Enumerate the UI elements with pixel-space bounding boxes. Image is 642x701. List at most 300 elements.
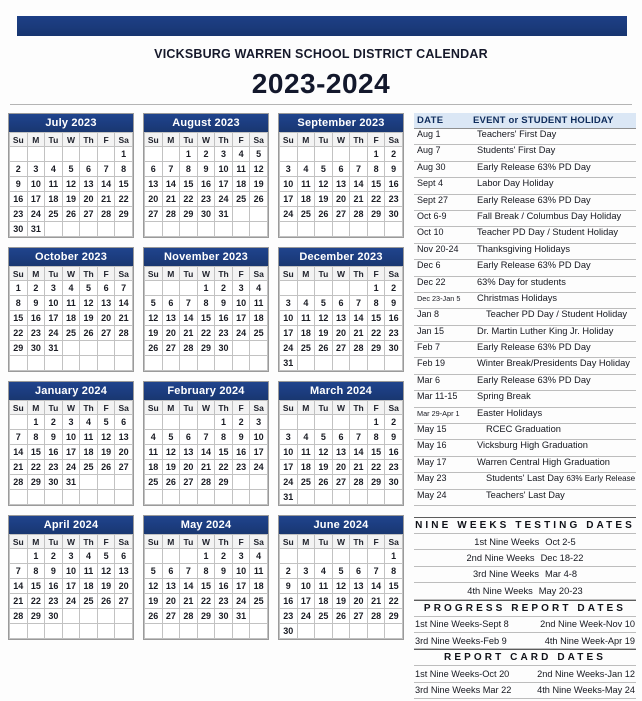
empty-day-cell bbox=[315, 147, 333, 162]
day-cell: 15 bbox=[197, 311, 215, 326]
empty-day-cell bbox=[232, 475, 250, 490]
empty-day-cell bbox=[62, 490, 80, 505]
month-block bbox=[8, 381, 134, 506]
empty-day-cell bbox=[80, 624, 98, 639]
day-cell: 5 bbox=[145, 296, 163, 311]
day-cell: 17 bbox=[27, 192, 45, 207]
day-cell: 28 bbox=[115, 326, 133, 341]
day-cell: 23 bbox=[45, 460, 63, 475]
empty-day-cell bbox=[162, 549, 180, 564]
empty-day-cell bbox=[97, 341, 115, 356]
day-cell: 24 bbox=[45, 326, 63, 341]
day-cell: 7 bbox=[350, 430, 368, 445]
day-cell: 17 bbox=[280, 460, 298, 475]
day-cell: 18 bbox=[315, 594, 333, 609]
weekday-header-cell: Sa bbox=[385, 401, 403, 415]
day-cell: 26 bbox=[315, 341, 333, 356]
empty-day-cell bbox=[27, 490, 45, 505]
day-cell: 9 bbox=[385, 296, 403, 311]
week-row bbox=[280, 326, 403, 341]
weekday-header-cell: Tu bbox=[45, 535, 63, 549]
day-cell: 6 bbox=[180, 430, 198, 445]
empty-day-cell bbox=[385, 222, 403, 237]
empty-day-cell bbox=[62, 147, 80, 162]
day-cell: 11 bbox=[250, 564, 268, 579]
day-cell: 13 bbox=[332, 177, 350, 192]
month-title: June 2024 bbox=[279, 516, 403, 534]
weekday-header-cell: Su bbox=[10, 401, 28, 415]
weekday-header-cell: F bbox=[367, 267, 385, 281]
empty-day-cell bbox=[145, 415, 163, 430]
empty-day-cell bbox=[115, 624, 133, 639]
day-cell: 25 bbox=[80, 594, 98, 609]
month-title: April 2024 bbox=[9, 516, 133, 534]
week-row bbox=[280, 460, 403, 475]
event-date: Mar 6 bbox=[417, 374, 441, 385]
week-row bbox=[145, 594, 268, 609]
day-cell: 9 bbox=[280, 579, 298, 594]
day-cell: 17 bbox=[280, 192, 298, 207]
empty-day-cell bbox=[80, 222, 98, 237]
day-cell: 11 bbox=[45, 177, 63, 192]
empty-day-cell bbox=[145, 624, 163, 639]
empty-day-cell bbox=[297, 624, 315, 639]
empty-day-cell bbox=[332, 549, 350, 564]
empty-day-cell bbox=[280, 147, 298, 162]
day-cell: 19 bbox=[80, 311, 98, 326]
weekday-header-row bbox=[280, 267, 403, 281]
day-cell: 1 bbox=[197, 281, 215, 296]
day-cell: 8 bbox=[385, 564, 403, 579]
day-cell: 23 bbox=[197, 192, 215, 207]
month-day-grid bbox=[9, 534, 133, 639]
day-cell: 6 bbox=[162, 564, 180, 579]
day-cell: 22 bbox=[180, 192, 198, 207]
month-title: September 2023 bbox=[279, 114, 403, 132]
week-row bbox=[280, 147, 403, 162]
day-cell: 30 bbox=[215, 341, 233, 356]
empty-day-cell bbox=[162, 356, 180, 371]
day-cell: 23 bbox=[385, 460, 403, 475]
month-title: December 2023 bbox=[279, 248, 403, 266]
week-row bbox=[10, 207, 133, 222]
day-cell: 4 bbox=[80, 549, 98, 564]
empty-day-cell bbox=[232, 624, 250, 639]
day-cell: 27 bbox=[162, 341, 180, 356]
school-year-title: 2023-2024 bbox=[251, 68, 391, 99]
day-cell: 17 bbox=[62, 445, 80, 460]
day-cell: 17 bbox=[280, 326, 298, 341]
day-cell: 9 bbox=[45, 564, 63, 579]
day-cell: 8 bbox=[367, 430, 385, 445]
day-cell: 12 bbox=[250, 162, 268, 177]
day-cell: 1 bbox=[367, 147, 385, 162]
day-cell: 10 bbox=[232, 296, 250, 311]
day-cell: 21 bbox=[10, 460, 28, 475]
empty-day-cell bbox=[297, 356, 315, 371]
day-cell: 5 bbox=[315, 430, 333, 445]
day-cell: 18 bbox=[62, 311, 80, 326]
day-cell: 11 bbox=[145, 445, 163, 460]
event-row bbox=[414, 129, 636, 145]
day-cell: 20 bbox=[145, 192, 163, 207]
day-cell: 12 bbox=[97, 564, 115, 579]
day-cell: 2 bbox=[45, 415, 63, 430]
empty-day-cell bbox=[280, 222, 298, 237]
day-cell: 29 bbox=[27, 475, 45, 490]
day-cell: 4 bbox=[250, 549, 268, 564]
weekday-header-cell: M bbox=[297, 267, 315, 281]
day-cell: 7 bbox=[97, 162, 115, 177]
day-cell: 16 bbox=[215, 579, 233, 594]
weekday-header-row bbox=[280, 133, 403, 147]
day-cell: 11 bbox=[80, 430, 98, 445]
day-cell: 30 bbox=[385, 475, 403, 490]
week-row bbox=[145, 460, 268, 475]
week-row bbox=[145, 296, 268, 311]
day-cell: 22 bbox=[115, 192, 133, 207]
weekday-header-cell: M bbox=[162, 133, 180, 147]
event-description: Teachers' First Day bbox=[477, 129, 557, 139]
day-cell: 20 bbox=[332, 460, 350, 475]
day-cell: 16 bbox=[385, 445, 403, 460]
day-cell: 25 bbox=[250, 594, 268, 609]
weekday-header-cell: Tu bbox=[315, 267, 333, 281]
event-date: Oct 6-9 bbox=[417, 210, 447, 221]
day-cell: 16 bbox=[45, 579, 63, 594]
day-cell: 10 bbox=[232, 564, 250, 579]
week-row bbox=[280, 341, 403, 356]
weekday-header-cell: Su bbox=[280, 535, 298, 549]
empty-day-cell bbox=[215, 356, 233, 371]
day-cell: 20 bbox=[80, 192, 98, 207]
day-cell: 10 bbox=[280, 177, 298, 192]
day-cell: 13 bbox=[145, 177, 163, 192]
week-row bbox=[145, 624, 268, 639]
day-cell: 18 bbox=[145, 460, 163, 475]
progress-report-row-left: 1st Nine Weeks-Sept 8 bbox=[415, 619, 509, 630]
week-row bbox=[280, 609, 403, 624]
day-cell: 22 bbox=[197, 594, 215, 609]
day-cell: 30 bbox=[27, 341, 45, 356]
day-cell: 24 bbox=[62, 594, 80, 609]
progress-report-row-left: 3rd Nine Weeks-Feb 9 bbox=[415, 635, 507, 646]
day-cell: 5 bbox=[97, 549, 115, 564]
day-cell: 8 bbox=[180, 162, 198, 177]
day-cell: 27 bbox=[332, 207, 350, 222]
day-cell: 3 bbox=[27, 162, 45, 177]
weekday-header-cell: F bbox=[97, 133, 115, 147]
day-cell: 16 bbox=[215, 311, 233, 326]
empty-day-cell bbox=[97, 609, 115, 624]
week-row bbox=[10, 147, 133, 162]
day-cell: 28 bbox=[10, 609, 28, 624]
empty-day-cell bbox=[97, 490, 115, 505]
week-row bbox=[145, 222, 268, 237]
event-description: Thanksgiving Holidays bbox=[477, 243, 571, 254]
weekday-header-cell: M bbox=[27, 267, 45, 281]
event-row bbox=[414, 391, 636, 407]
day-cell: 14 bbox=[10, 445, 28, 460]
day-cell: 22 bbox=[367, 326, 385, 341]
day-cell: 14 bbox=[180, 311, 198, 326]
day-cell: 7 bbox=[367, 564, 385, 579]
day-cell: 22 bbox=[10, 326, 28, 341]
day-cell: 21 bbox=[115, 311, 133, 326]
empty-day-cell bbox=[62, 222, 80, 237]
empty-day-cell bbox=[45, 222, 63, 237]
day-cell: 6 bbox=[115, 549, 133, 564]
day-cell: 15 bbox=[367, 177, 385, 192]
day-cell: 5 bbox=[145, 564, 163, 579]
day-cell: 9 bbox=[215, 296, 233, 311]
day-cell: 18 bbox=[297, 192, 315, 207]
day-cell: 25 bbox=[297, 207, 315, 222]
day-cell: 28 bbox=[97, 207, 115, 222]
day-cell: 18 bbox=[80, 445, 98, 460]
empty-day-cell bbox=[315, 549, 333, 564]
day-cell: 15 bbox=[197, 579, 215, 594]
day-cell: 29 bbox=[367, 475, 385, 490]
weekday-header-cell: F bbox=[367, 535, 385, 549]
empty-day-cell bbox=[80, 490, 98, 505]
empty-day-cell bbox=[197, 624, 215, 639]
weekday-header-cell: W bbox=[62, 267, 80, 281]
empty-day-cell bbox=[250, 207, 268, 222]
day-cell: 20 bbox=[180, 460, 198, 475]
day-cell: 15 bbox=[115, 177, 133, 192]
weekday-header-cell: Sa bbox=[115, 535, 133, 549]
day-cell: 1 bbox=[215, 415, 233, 430]
report-card-body bbox=[414, 666, 636, 699]
week-row bbox=[10, 162, 133, 177]
day-cell: 12 bbox=[315, 311, 333, 326]
day-cell: 11 bbox=[297, 311, 315, 326]
day-cell: 22 bbox=[367, 460, 385, 475]
day-cell: 19 bbox=[97, 445, 115, 460]
weekday-header-cell: W bbox=[197, 133, 215, 147]
report-card-row-left: 1st Nine Weeks-Oct 20 bbox=[415, 669, 510, 680]
month-title: March 2024 bbox=[279, 382, 403, 400]
empty-day-cell bbox=[297, 147, 315, 162]
weekday-header-cell: Th bbox=[80, 133, 98, 147]
empty-day-cell bbox=[250, 490, 268, 505]
empty-day-cell bbox=[10, 490, 28, 505]
weekday-header-cell: Su bbox=[145, 133, 163, 147]
week-row bbox=[145, 356, 268, 371]
week-row bbox=[10, 490, 133, 505]
top-banner-bar bbox=[17, 16, 627, 36]
empty-day-cell bbox=[115, 490, 133, 505]
day-cell: 19 bbox=[145, 594, 163, 609]
day-cell: 16 bbox=[385, 311, 403, 326]
day-cell: 13 bbox=[80, 177, 98, 192]
day-cell: 12 bbox=[332, 579, 350, 594]
day-cell: 4 bbox=[145, 430, 163, 445]
day-cell: 15 bbox=[10, 311, 28, 326]
empty-day-cell bbox=[385, 356, 403, 371]
day-cell: 26 bbox=[162, 475, 180, 490]
weekday-header-cell: Sa bbox=[250, 401, 268, 415]
weekday-header-cell: M bbox=[27, 535, 45, 549]
day-cell: 29 bbox=[10, 341, 28, 356]
month-title: May 2024 bbox=[144, 516, 268, 534]
month-day-grid bbox=[279, 400, 403, 505]
empty-day-cell bbox=[315, 222, 333, 237]
testing-period-label: 3rd Nine Weeks bbox=[473, 569, 539, 580]
day-cell: 26 bbox=[62, 207, 80, 222]
testing-date-row bbox=[414, 583, 636, 599]
day-cell: 29 bbox=[180, 207, 198, 222]
weekday-header-cell: W bbox=[332, 401, 350, 415]
weekday-header-cell: F bbox=[97, 401, 115, 415]
day-cell: 8 bbox=[215, 430, 233, 445]
day-cell: 25 bbox=[62, 326, 80, 341]
day-cell: 20 bbox=[97, 311, 115, 326]
event-description: Warren Central High Graduation bbox=[477, 456, 610, 467]
day-cell: 14 bbox=[162, 177, 180, 192]
event-row bbox=[414, 244, 636, 260]
day-cell: 6 bbox=[97, 281, 115, 296]
empty-day-cell bbox=[250, 356, 268, 371]
event-date: Aug 30 bbox=[417, 161, 446, 172]
week-row bbox=[280, 356, 403, 371]
empty-day-cell bbox=[80, 356, 98, 371]
week-row bbox=[280, 281, 403, 296]
day-cell: 26 bbox=[97, 594, 115, 609]
day-cell: 18 bbox=[297, 460, 315, 475]
day-cell: 5 bbox=[80, 281, 98, 296]
empty-day-cell bbox=[27, 624, 45, 639]
day-cell: 4 bbox=[250, 281, 268, 296]
day-cell: 27 bbox=[332, 475, 350, 490]
day-cell: 10 bbox=[250, 430, 268, 445]
month-block bbox=[278, 515, 404, 640]
weekday-header-cell: Th bbox=[215, 401, 233, 415]
weekday-header-row bbox=[145, 267, 268, 281]
day-cell: 12 bbox=[162, 445, 180, 460]
weekday-header-cell: Sa bbox=[250, 267, 268, 281]
week-row bbox=[10, 549, 133, 564]
day-cell: 30 bbox=[385, 207, 403, 222]
day-cell: 30 bbox=[385, 341, 403, 356]
empty-day-cell bbox=[332, 356, 350, 371]
day-cell: 7 bbox=[350, 162, 368, 177]
empty-day-cell bbox=[115, 222, 133, 237]
event-date: Mar 29-Apr 1 bbox=[417, 408, 460, 418]
day-cell: 18 bbox=[232, 177, 250, 192]
day-cell: 28 bbox=[350, 341, 368, 356]
title-divider bbox=[10, 104, 632, 105]
day-cell: 2 bbox=[385, 281, 403, 296]
weekday-header-cell: Tu bbox=[315, 133, 333, 147]
day-cell: 23 bbox=[385, 326, 403, 341]
day-cell: 29 bbox=[215, 475, 233, 490]
day-cell: 16 bbox=[280, 594, 298, 609]
weekday-header-cell: W bbox=[62, 401, 80, 415]
day-cell: 6 bbox=[162, 296, 180, 311]
weekday-header-cell: Tu bbox=[180, 535, 198, 549]
day-cell: 27 bbox=[332, 341, 350, 356]
event-date: Jan 15 bbox=[417, 325, 445, 336]
day-cell: 12 bbox=[315, 445, 333, 460]
report-card-row bbox=[414, 683, 636, 699]
weekday-header-row bbox=[10, 267, 133, 281]
day-cell: 19 bbox=[162, 460, 180, 475]
empty-day-cell bbox=[80, 147, 98, 162]
week-row bbox=[10, 475, 133, 490]
empty-day-cell bbox=[332, 281, 350, 296]
weekday-header-cell: Th bbox=[215, 267, 233, 281]
day-cell: 2 bbox=[215, 549, 233, 564]
month-title: January 2024 bbox=[9, 382, 133, 400]
weekday-header-cell: F bbox=[367, 401, 385, 415]
day-cell: 13 bbox=[115, 430, 133, 445]
day-cell: 2 bbox=[280, 564, 298, 579]
day-cell: 28 bbox=[180, 341, 198, 356]
day-cell: 4 bbox=[45, 162, 63, 177]
day-cell: 1 bbox=[367, 281, 385, 296]
event-description: 63% Day for students bbox=[477, 276, 566, 287]
day-cell: 22 bbox=[367, 192, 385, 207]
month-block bbox=[8, 113, 134, 238]
empty-day-cell bbox=[332, 415, 350, 430]
day-cell: 9 bbox=[10, 177, 28, 192]
weekday-header-cell: Su bbox=[145, 267, 163, 281]
section-spacer bbox=[414, 506, 636, 517]
empty-day-cell bbox=[80, 609, 98, 624]
weekday-header-row bbox=[145, 535, 268, 549]
weekday-header-row bbox=[145, 133, 268, 147]
weekday-header-cell: M bbox=[162, 267, 180, 281]
day-cell: 24 bbox=[27, 207, 45, 222]
empty-day-cell bbox=[197, 222, 215, 237]
testing-period-dates: May 20-23 bbox=[538, 585, 583, 596]
day-cell: 25 bbox=[315, 609, 333, 624]
week-row bbox=[145, 415, 268, 430]
day-cell: 30 bbox=[197, 207, 215, 222]
day-cell: 3 bbox=[250, 415, 268, 430]
weekday-header-cell: Tu bbox=[45, 133, 63, 147]
empty-day-cell bbox=[45, 490, 63, 505]
day-cell: 24 bbox=[280, 341, 298, 356]
months-row-4 bbox=[8, 515, 406, 640]
weekday-header-cell: M bbox=[162, 401, 180, 415]
day-cell: 17 bbox=[250, 445, 268, 460]
weekday-header-cell: M bbox=[297, 535, 315, 549]
week-row bbox=[280, 549, 403, 564]
day-cell: 1 bbox=[385, 549, 403, 564]
day-cell: 27 bbox=[180, 475, 198, 490]
event-row bbox=[414, 457, 636, 473]
week-row bbox=[10, 564, 133, 579]
empty-day-cell bbox=[162, 147, 180, 162]
empty-day-cell bbox=[115, 609, 133, 624]
week-row bbox=[10, 460, 133, 475]
day-cell: 30 bbox=[215, 609, 233, 624]
day-cell: 23 bbox=[385, 192, 403, 207]
day-cell: 14 bbox=[350, 445, 368, 460]
day-cell: 14 bbox=[115, 296, 133, 311]
day-cell: 21 bbox=[162, 192, 180, 207]
week-row bbox=[145, 207, 268, 222]
weekday-header-row bbox=[280, 401, 403, 415]
day-cell: 18 bbox=[297, 326, 315, 341]
events-col-event-header: EVENT or STUDENT HOLIDAY bbox=[473, 115, 614, 126]
event-description-main: Students' Last Day bbox=[486, 473, 567, 484]
empty-day-cell bbox=[250, 475, 268, 490]
weekday-header-cell: Sa bbox=[385, 267, 403, 281]
